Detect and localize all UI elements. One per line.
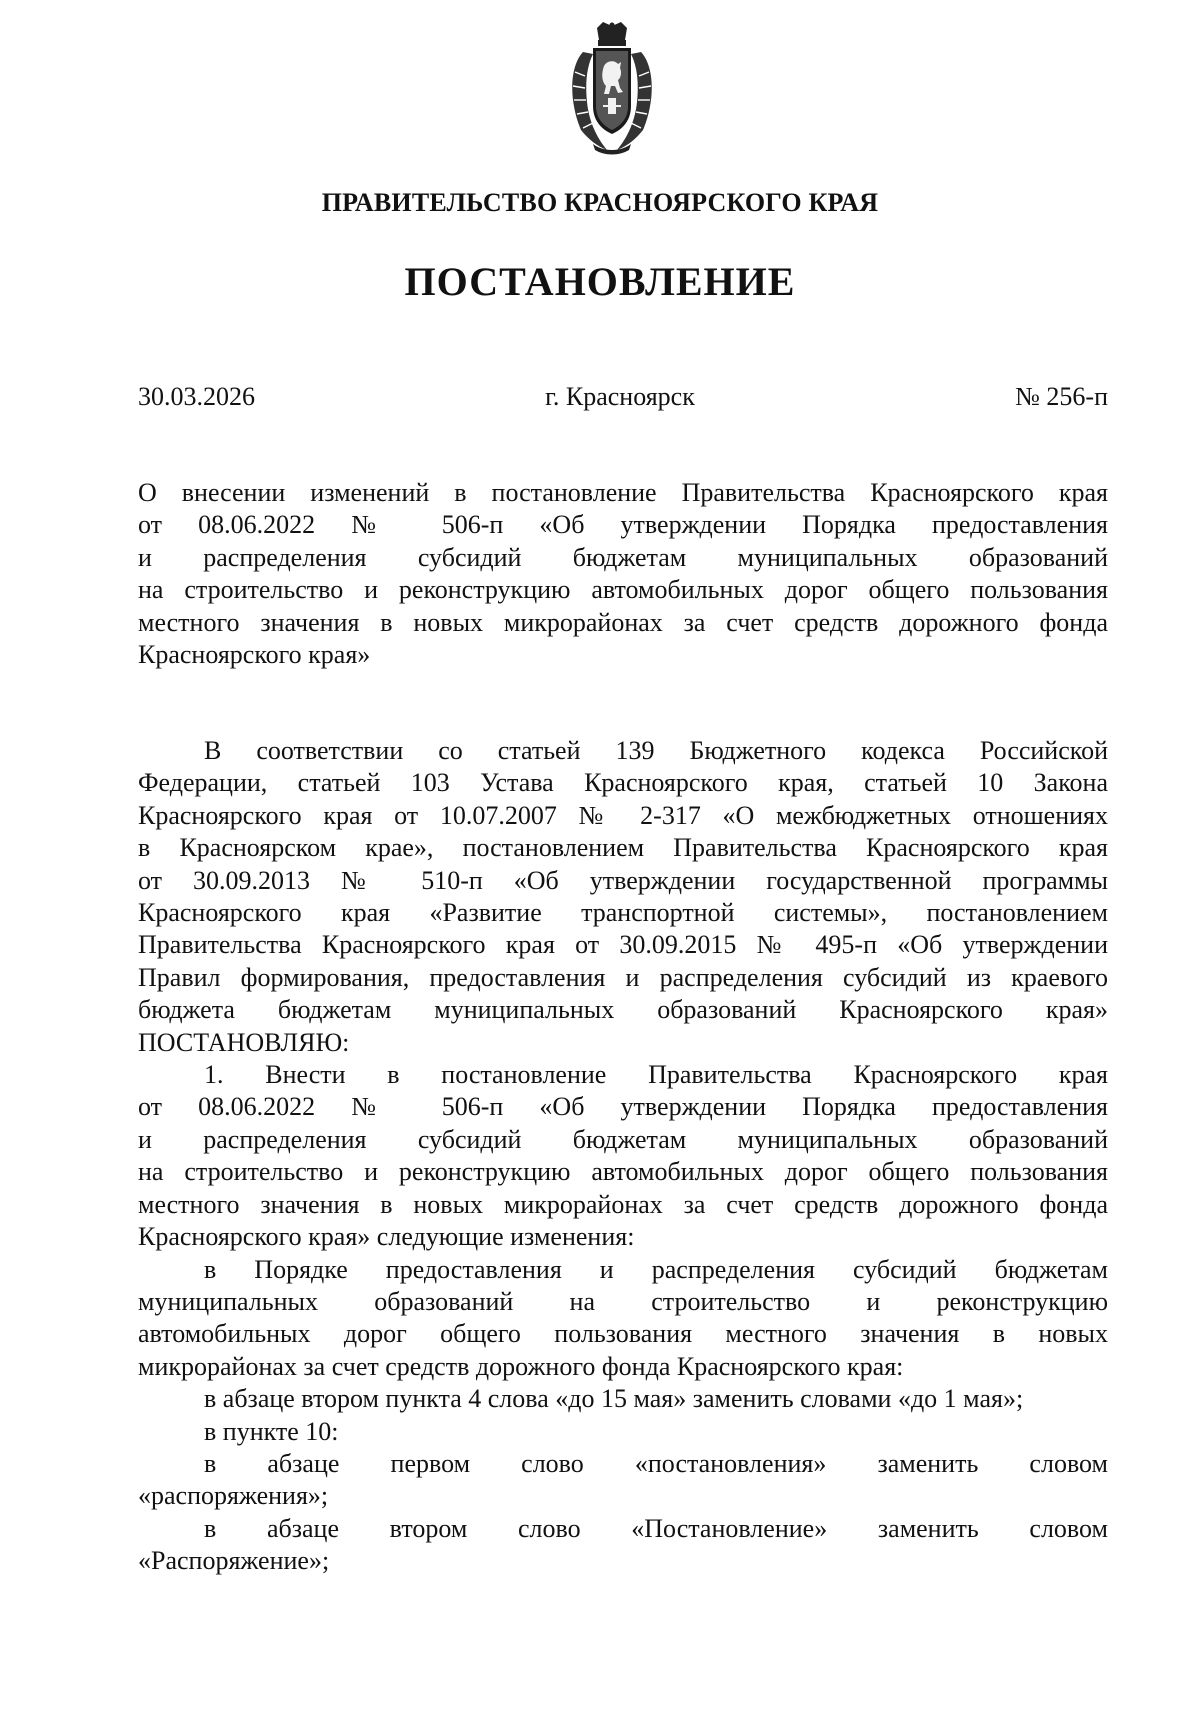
subject-line: местного значения в новых микрорайонах за счет средств дорожного фонда	[138, 607, 1108, 637]
preamble-line: В соответствии со статьей 139 Бюджетного кодекса Российской	[204, 736, 1108, 765]
document-type-title: ПОСТАНОВЛЕНИЕ	[404, 259, 796, 304]
paragraph-10-heading: в пункте 10:	[204, 1416, 339, 1446]
preamble-line: бюджета бюджетам муниципальных образований Красноярского края»	[138, 995, 1108, 1025]
subject-line: О внесении изменений в постановление Правительства Красноярского края	[138, 478, 1108, 507]
document-body	[138, 735, 1108, 1578]
preamble-line: Правил формирования, предоставления и распределения субсидий из краевого	[138, 962, 1108, 992]
order-paragraph	[138, 1254, 1108, 1384]
preamble-paragraph	[138, 735, 1108, 1059]
item-1-line: на строительство и реконструкцию автомобильных дорог общего пользования	[138, 1157, 1108, 1187]
subject-line: от 08.06.2022 № 506-п «Об утверждении Порядка предоставления	[138, 510, 1108, 540]
preamble-line: Правительства Красноярского края от 30.09.2015 № 495-п «Об утверждении	[138, 930, 1108, 960]
item-1-paragraph	[138, 1059, 1108, 1253]
order-line: автомобильных дорог общего пользования местного значения в новых	[138, 1319, 1108, 1349]
amendment-line: в абзаце втором слово «Постановление» заменить словом	[204, 1513, 1108, 1543]
document-city: г. Красноярск	[545, 382, 695, 411]
coat-of-arms-emblem	[563, 22, 661, 158]
document-number: № 256-п	[1015, 382, 1108, 411]
decree-keyword: ПОСТАНОВЛЯЮ:	[138, 1027, 350, 1057]
subject-line: на строительство и реконструкцию автомобильных дорог общего пользования	[138, 575, 1108, 605]
preamble-line: в Красноярском крае», постановлением Правительства Красноярского края	[138, 833, 1108, 863]
preamble-line: Красноярского края «Развитие транспортной системы», постановлением	[138, 898, 1108, 928]
amendment-line: «Распоряжение»;	[138, 1546, 330, 1576]
preamble-line: Красноярского края от 10.07.2007 № 2-317 «О межбюджетных отношениях	[138, 800, 1108, 830]
document-date: 30.03.2026	[138, 382, 255, 411]
order-line: микрорайонах за счет средств дорожного фонда Красноярского края:	[138, 1351, 904, 1381]
preamble-line: от 30.09.2013 № 510-п «Об утверждении государственной программы	[138, 865, 1108, 895]
order-line: муниципальных образований на строительство и реконструкцию	[138, 1286, 1108, 1316]
subject-line: Красноярского края»	[138, 640, 371, 670]
item-1-line: 1. Внести в постановление Правительства Красноярского края	[204, 1060, 1108, 1090]
order-line: в Порядке предоставления и распределения субсидий бюджетам	[204, 1254, 1108, 1284]
amendment-line: «распоряжения»;	[138, 1481, 329, 1511]
paragraph-4-amendment: в абзаце втором пункта 4 слова «до 15 мая» заменить словами «до 1 мая»;	[204, 1384, 1024, 1414]
document-subject	[138, 477, 1108, 671]
paragraph-10-second-amendment	[138, 1513, 1108, 1578]
amendment-line: в абзаце первом слово «постановления» заменить словом	[204, 1448, 1108, 1478]
paragraph-10-first-amendment	[138, 1448, 1108, 1513]
subject-line: и распределения субсидий бюджетам муниципальных образований	[138, 542, 1108, 572]
government-title: ПРАВИТЕЛЬСТВО КРАСНОЯРСКОГО КРАЯ	[321, 188, 879, 217]
item-1-line: местного значения в новых микрорайонах за счет средств дорожного фонда	[138, 1189, 1108, 1219]
item-1-line: от 08.06.2022 № 506-п «Об утверждении Порядка предоставления	[138, 1092, 1108, 1122]
item-1-line: и распределения субсидий бюджетам муниципальных образований	[138, 1124, 1108, 1154]
item-1-line: Красноярского края» следующие изменения:	[138, 1222, 635, 1252]
preamble-line: Федерации, статьей 103 Устава Красноярского края, статьей 10 Закона	[138, 768, 1108, 798]
